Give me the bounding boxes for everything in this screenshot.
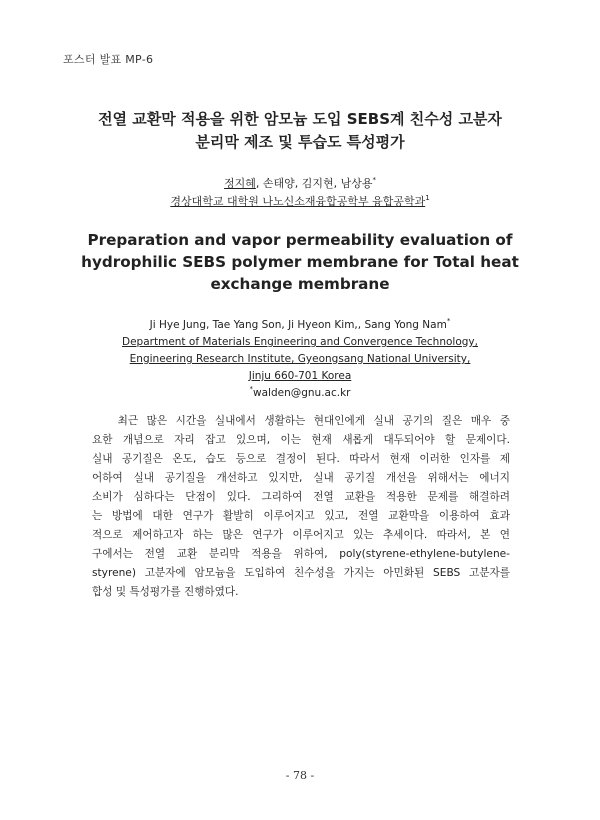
contact-email: walden@gnu.ac.kr [253, 387, 351, 399]
abstract-line: styrene) 고분자에 암모늄을 도입하여 친수성을 가지는 아민화된 SEBS 고분자를 [92, 567, 510, 579]
english-title-line-1: Preparation and vapor permeability evaluation of [87, 231, 513, 249]
abstract-line: 최근 많은 시간을 실내에서 생활하는 현대인에게 실내 공기의 질은 매우 중 [92, 415, 510, 427]
email-mark: * [249, 385, 253, 393]
abstract-line: 소비가 심하다는 단점이 있다. 그리하여 전열 교환을 적용한 문제를 해결하려 [92, 491, 510, 503]
affiliation-ko-text: 경상대학교 대학원 나노신소재융합공학부 융합공학과 [170, 195, 426, 208]
korean-title-line-2: 분리막 제조 및 투습도 특성평가 [195, 133, 405, 151]
abstract-line: 요한 개념으로 자리 잡고 있으며, 이는 현재 새롭게 대두되어야 할 문제이다. [92, 434, 510, 446]
english-title-line-2: hydrophilic SEBS polymer membrane for Total heat [81, 253, 519, 271]
english-title-line-3: exchange membrane [210, 275, 390, 293]
abstract-line: 실내 공기질은 온도, 습도 등으로 결정이 된다. 따라서 현재 이러한 인자를 제 [92, 453, 510, 465]
english-affiliation-line-1: Department of Materials Engineering and Convergence Technology, [122, 336, 478, 348]
page-number: - 78 - [285, 769, 315, 782]
abstract-line: 적으로 제어하고자 하는 많은 연구가 이루어지고 있는 추세이다. 따라서, 본 연 [92, 529, 510, 541]
english-affiliation-line-3 [40, 368, 560, 385]
contact-email-line [40, 385, 560, 402]
corresponding-mark-ko: * [372, 176, 376, 184]
abstract-body [92, 412, 510, 602]
first-author-ko: 정지혜 [223, 177, 256, 190]
corresponding-mark-en: * [446, 317, 451, 325]
english-author-list [40, 317, 560, 334]
english-authors-block [40, 317, 560, 402]
session-label: 포스터 발표 MP-6 [63, 53, 154, 66]
korean-title-line-1: 전열 교환막 적용을 위한 암모늄 도입 SEBS계 친수성 고분자 [98, 110, 502, 128]
affiliation-mark-ko: 1 [425, 194, 430, 202]
abstract-line: 구에서는 전열 교환 분리막 적용을 위하여, poly(styrene-ethylene-butylene- [92, 548, 510, 560]
korean-title [40, 108, 560, 154]
city-country: Jinju 660-701 Korea [248, 370, 352, 382]
abstract-line: 합성 및 특성평가를 진행하였다. [92, 586, 239, 598]
english-affiliation-line-2: Engineering Research Institute, Gyeongsang National University, [129, 353, 471, 365]
abstract-line: 어하여 실내 공기질을 개선하고 있지만, 실내 공기질 개선을 위해서는 에너지 [92, 472, 510, 484]
abstract-line: 는 방법에 대한 연구가 활발히 이루어지고 있고, 전열 교환막을 이용하여 효과 [92, 510, 510, 522]
author-names-en: Ji Hye Jung, Tae Yang Son, Ji Hyeon Kim,, Sang Yong Nam [149, 319, 447, 331]
korean-author-list [40, 175, 560, 193]
korean-authors-block [40, 175, 560, 211]
english-title [40, 229, 560, 295]
co-authors-ko: , 손태양, 김지현, 남상용 [255, 177, 373, 190]
korean-affiliation [40, 193, 560, 211]
